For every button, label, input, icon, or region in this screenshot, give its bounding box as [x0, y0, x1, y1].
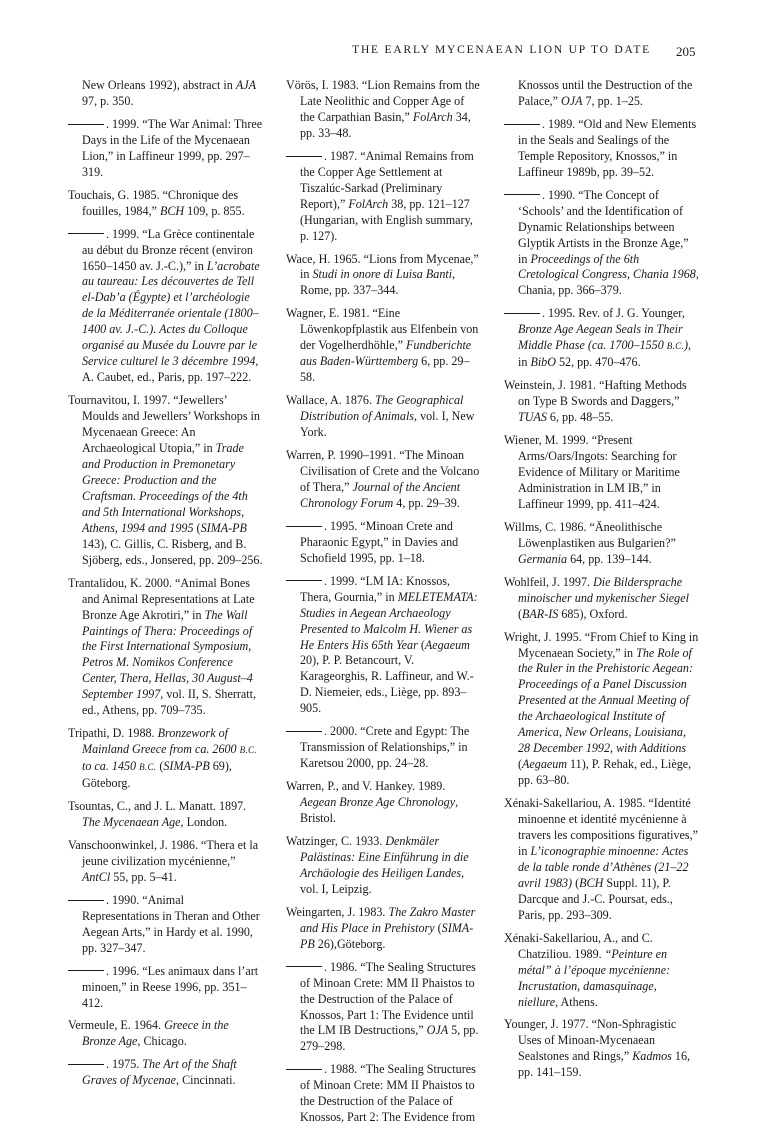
repeat-author-dash	[504, 194, 540, 195]
bibliography-entry: Wright, J. 1995. “From Chief to King in Mycenaean Society,” in The Role of the Ruler in the Prehistoric Aegean: Proceedings of a Panel Discussion Presented at the Annual Meeting of the Archaeological Institute of America, New Orleans, Louisiana, 28 December 1992, with Additions (Aegaeum 11), P. Rehak, ed., Liège, pp. 63–80.	[504, 629, 699, 788]
bibliography-entry: Weingarten, J. 1983. The Zakro Master and His Place in Prehistory (SIMA-PB 26),Göteborg.	[286, 904, 476, 951]
repeat-author-dash	[286, 731, 322, 732]
bibliography-entry: . 2000. “Crete and Egypt: The Transmission of Relationships,” in Karetsou 2000, pp. 24–28.	[286, 724, 481, 772]
bibliography-entry: . 1986. “The Sealing Structures of Minoan Crete: MM II Phaistos to the Destruction of the Palace of Knossos, Part 1: The Evidence until the LM IB Destructions,” OJA 5, pp. 279–298.	[286, 960, 481, 1056]
bibliography-entry: . 1995. “Minoan Crete and Pharaonic Egypt,” in Davies and Schofield 1995, pp. 1–18.	[286, 519, 481, 567]
bibliography-column-3	[504, 78, 699, 1088]
bibliography-entry: Warren, P. 1990–1991. “The Minoan Civilisation of Crete and the Volcano of Thera,” Journal of the Ancient Chronology Forum 4, pp. 29–39.	[286, 448, 480, 510]
bibliography-entry: Knossos until the Destruction of the Palace,” OJA 7, pp. 1–25.	[518, 78, 693, 108]
page-number: 205	[676, 44, 696, 59]
bibliography-entry: Wohlfeil, J. 1997. Die Bildersprache minoischer und mykenischer Siegel (BAR-IS 685), Oxford.	[504, 574, 689, 621]
bibliography-entry: . 1996. “Les animaux dans l’art minoen,” in Reese 1996, pp. 351–412.	[68, 964, 263, 1012]
bibliography-entry: Vermeule, E. 1964. Greece in the Bronze Age, Chicago.	[68, 1018, 229, 1049]
repeat-author-dash	[286, 526, 322, 527]
bibliography-entry: Younger, J. 1977. “Non-Sphragistic Uses of Minoan-Mycenaean Sealstones and Rings,” Kadmos 16, pp. 141–159.	[504, 1017, 691, 1080]
repeat-author-dash	[286, 1069, 322, 1070]
bibliography-entry: . 1990. “Animal Representations in Theran and Other Aegean Arts,” in Hardy et al. 1990, pp. 327–347.	[68, 893, 263, 957]
repeat-author-dash	[68, 900, 104, 901]
bibliography-entry: . 1995. Rev. of J. G. Younger, Bronze Age Aegean Seals in Their Middle Phase (ca. 1700–1550 B.C.), in BibO 52, pp. 470–476.	[504, 306, 699, 371]
repeat-author-dash	[286, 580, 322, 581]
bibliography-entry: Willms, C. 1986. “Äneolithische Löwenplastiken aus Bulgarien?” Germania 64, pp. 139–144.	[504, 519, 676, 566]
bibliography-column-2	[286, 78, 481, 1133]
bibliography-entry: . 1999. “La Grèce continentale au début du Bronze récent (environ 1650–1450 av. J.-C.),” in L’acrobate au taureau: Les découvertes de Tell el-Dab’a (Égypte) et l’archéologie de la Méditerranée orientale (1800–1400 av. J.-C.). Actes du Colloque organisé au Musée du Louvre par le Service culturel le 3 décembre 1994, A. Caubet, ed., Paris, pp. 197–222.	[68, 227, 263, 387]
bibliography-entry: Tripathi, D. 1988. Bronzework of Mainland Greece from ca. 2600 B.C. to ca. 1450 B.C. (SIMA-PB 69), Göteborg.	[68, 726, 257, 791]
bibliography-entry: Xénaki-Sakellariou, A., and C. Chatziliou. 1989. “Peinture en métal” à l’époque mycénienne: Incrustation, damasquinage, niellure, Athens.	[504, 930, 671, 1009]
bibliography-entry: Wiener, M. 1999. “Present Arms/Oars/Ingots: Searching for Evidence of Military or Maritime Administration in LM IB,” in Laffineur 1999, pp. 411–424.	[504, 433, 680, 511]
bibliography-entry: Tsountas, C., and J. L. Manatt. 1897. The Mycenaean Age, London.	[68, 799, 247, 829]
repeat-author-dash	[286, 156, 322, 157]
repeat-author-dash	[68, 970, 104, 971]
bibliography-entry: Wace, H. 1965. “Lions from Mycenae,” in Studi in onore di Luisa Banti, Rome, pp. 337–344.	[286, 251, 479, 298]
repeat-author-dash	[68, 233, 104, 234]
bibliography-entry: . 1989. “Old and New Elements in the Seals and Sealings of the Temple Repository, Knossos,” in Laffineur 1989b, pp. 39–52.	[504, 117, 699, 181]
bibliography-entry: Vörös, I. 1983. “Lion Remains from the Late Neolithic and Copper Age of the Carpathian Basin,” FolArch 34, pp. 33–48.	[286, 78, 480, 140]
bibliography-entry: . 1988. “The Sealing Structures of Minoan Crete: MM II Phaistos to the Destruction of the Palace of Knossos, Part 2: The Evidence from	[286, 1062, 481, 1126]
running-title: THE EARLY MYCENAEAN LION UP TO DATE	[352, 44, 651, 56]
repeat-author-dash	[286, 966, 322, 967]
bibliography-entry: Watzinger, C. 1933. Denkmäler Palästinas: Eine Einführung in die Archäologie des Heiligen Landes, vol. I, Leipzig.	[286, 833, 469, 896]
bibliography-entry: Xénaki-Sakellariou, A. 1985. “Identité minoenne et identité mycénienne à travers les compositions figuratives,” in L’iconographie minoenne: Actes de la table ronde d’Athènes (21–22 avril 1983) (BCH Suppl. 11), P. Darcque and J.-C. Poursat, eds., Paris, pp. 293–309.	[504, 796, 699, 922]
bibliography-column-1	[68, 78, 263, 1096]
bibliography-entry: New Orleans 1992), abstract in AJA 97, p. 350.	[82, 78, 256, 108]
repeat-author-dash	[504, 313, 540, 314]
repeat-author-dash	[504, 124, 540, 125]
bibliography-entry: Trantalidou, K. 2000. “Animal Bones and Animal Representations at Late Bronze Age Akrotiri,” in The Wall Paintings of Thera: Proceedings of the First International Symposium, Petros M. Nomikos Conference Center, Thera, Hellas, 30 August–4 September 1997, vol. II, S. Sherratt, ed., Athens, pp. 709–735.	[68, 575, 256, 718]
bibliography-entry: . 1999. “LM IA: Knossos, Thera, Gournia,” in MELETEMATA: Studies in Aegean Archaeology Presented to Malcolm H. Wiener as He Enters His 65th Year (Aegaeum 20), P. P. Betancourt, V. Karageorghis, R. Laffineur, and W.-D. Niemeier, eds., Liège, pp. 893–905.	[286, 574, 481, 718]
running-head	[0, 44, 760, 64]
bibliography-entry: Weinstein, J. 1981. “Hafting Methods on Type B Swords and Daggers,” TUAS 6, pp. 48–55.	[504, 378, 687, 425]
bibliography-entry: Wallace, A. 1876. The Geographical Distribution of Animals, vol. I, New York.	[286, 393, 475, 440]
bibliography-entry: . 1987. “Animal Remains from the Copper Age Settlement at Tiszalúc-Sarkad (Preliminary Report),” FolArch 38, pp. 121–127 (Hungarian, with English summary, p. 127).	[286, 149, 481, 245]
repeat-author-dash	[68, 124, 104, 125]
bibliography-entry: Vanschoonwinkel, J. 1986. “Thera et la jeune civilization mycénienne,” AntCl 55, pp. 5–41.	[68, 837, 259, 884]
bibliography-entry: Tournavitou, I. 1997. “Jewellers’ Moulds and Jewellers’ Workshops in Mycenaean Greece: An Archaeological Utopia,” in Trade and Production in Premonetary Greece: Production and the Craftsman. Proceedings of the 4th and 5th International Workshops, Athens, 1994 and 1995 (SIMA-PB 143), C. Gillis, C. Risberg, and B. Sjöberg, eds., Jonsered, pp. 209–256.	[68, 393, 263, 567]
bibliography-entry: . 1999. “The War Animal: Three Days in the Life of the Mycenaean Lion,” in Laffineur 1999, pp. 297–319.	[68, 117, 263, 181]
bibliography-entry: Touchais, G. 1985. “Chronique des fouilles, 1984,” BCH 109, p. 855.	[68, 187, 245, 218]
bibliography-entry: Warren, P., and V. Hankey. 1989. Aegean Bronze Age Chronology, Bristol.	[286, 779, 459, 826]
bibliography-entry: Wagner, E. 1981. “Eine Löwenkopfplastik aus Elfenbein von der Vogelherdhöhle,” Fundberichte aus Baden-Württemberg 6, pp. 29–58.	[286, 306, 479, 385]
bibliography-entry: . 1990. “The Concept of ‘Schools’ and the Identification of Dynamic Relationships between Glyptik Artists in the Bronze Age,” in Proceedings of the 6th Cretological Congress, Chania 1968, Chania, pp. 366–379.	[504, 188, 699, 300]
repeat-author-dash	[68, 1064, 104, 1065]
bibliography-entry: . 1975. The Art of the Shaft Graves of Mycenae, Cincinnati.	[68, 1057, 263, 1089]
